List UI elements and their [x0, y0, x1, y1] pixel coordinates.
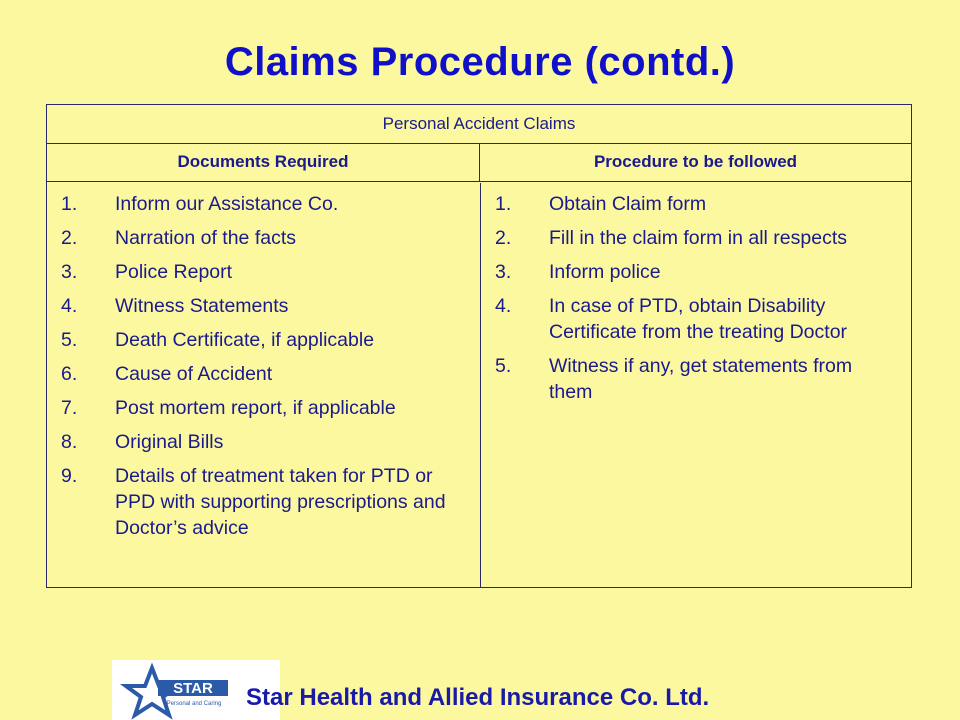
document-item-text: Death Certificate, if applicable — [115, 329, 375, 351]
document-item-number: 2. — [61, 227, 78, 249]
document-item-number: 4. — [61, 295, 78, 317]
document-item — [61, 191, 468, 217]
document-item — [61, 463, 468, 541]
document-item-number: 7. — [61, 397, 78, 419]
svg-text:STAR: STAR — [173, 680, 213, 697]
procedure-item-text: Obtain Claim form — [549, 193, 707, 215]
table-heading: Personal Accident Claims — [47, 105, 911, 144]
documents-required-header: Documents Required — [47, 143, 480, 181]
table-body — [47, 183, 911, 587]
procedure-item-number: 1. — [495, 193, 512, 215]
svg-text:Personal and Caring: Personal and Caring — [166, 701, 222, 707]
procedure-item-text: In case of PTD, obtain Disability Certificate from the treating Doctor — [549, 295, 848, 343]
document-item-number: 8. — [61, 431, 78, 453]
document-item-text: Police Report — [115, 261, 233, 283]
procedure-item-text: Witness if any, get statements from them — [549, 355, 853, 403]
footer — [112, 660, 912, 720]
document-item-number: 9. — [61, 465, 78, 487]
procedure-item — [495, 191, 899, 217]
document-item-text: Post mortem report, if applicable — [115, 397, 396, 419]
procedure-item — [495, 225, 899, 251]
procedure-header: Procedure to be followed — [593, 152, 798, 171]
document-item — [61, 361, 468, 387]
procedure-item-number: 3. — [495, 261, 512, 283]
document-item — [61, 327, 468, 353]
document-item-text: Details of treatment taken for PTD or PPD with supporting prescriptions and Doctor’s advice — [115, 465, 446, 539]
document-item — [61, 429, 468, 455]
document-item-text: Narration of the facts — [115, 227, 297, 249]
company-name: Star Health and Allied Insurance Co. Ltd. — [246, 684, 710, 711]
document-item-text: Cause of Accident — [115, 363, 273, 385]
procedure-item — [495, 259, 899, 285]
procedure-item-number: 5. — [495, 355, 512, 377]
procedure-item — [495, 353, 899, 405]
document-item-number: 1. — [61, 193, 78, 215]
procedure-column — [481, 183, 911, 587]
document-item-text: Inform our Assistance Co. — [115, 193, 339, 215]
document-item-number: 6. — [61, 363, 78, 385]
procedure-item-text: Inform police — [549, 261, 661, 283]
documents-column — [47, 183, 481, 587]
document-item — [61, 293, 468, 319]
document-item-text: Witness Statements — [115, 295, 289, 317]
procedure-item — [495, 293, 899, 345]
document-item — [61, 225, 468, 251]
document-item — [61, 259, 468, 285]
document-item-text: Original Bills — [115, 431, 224, 453]
claims-table — [46, 104, 912, 588]
document-item-number: 5. — [61, 329, 78, 351]
table-column-headers — [47, 143, 911, 182]
documents-list — [47, 183, 480, 541]
document-item — [61, 395, 468, 421]
procedure-item-number: 4. — [495, 295, 512, 317]
document-item-number: 3. — [61, 261, 78, 283]
procedure-item-text: Fill in the claim form in all respects — [549, 227, 848, 249]
procedure-list — [481, 183, 911, 405]
slide-title: Claims Procedure (contd.) — [224, 40, 736, 84]
procedure-item-number: 2. — [495, 227, 512, 249]
